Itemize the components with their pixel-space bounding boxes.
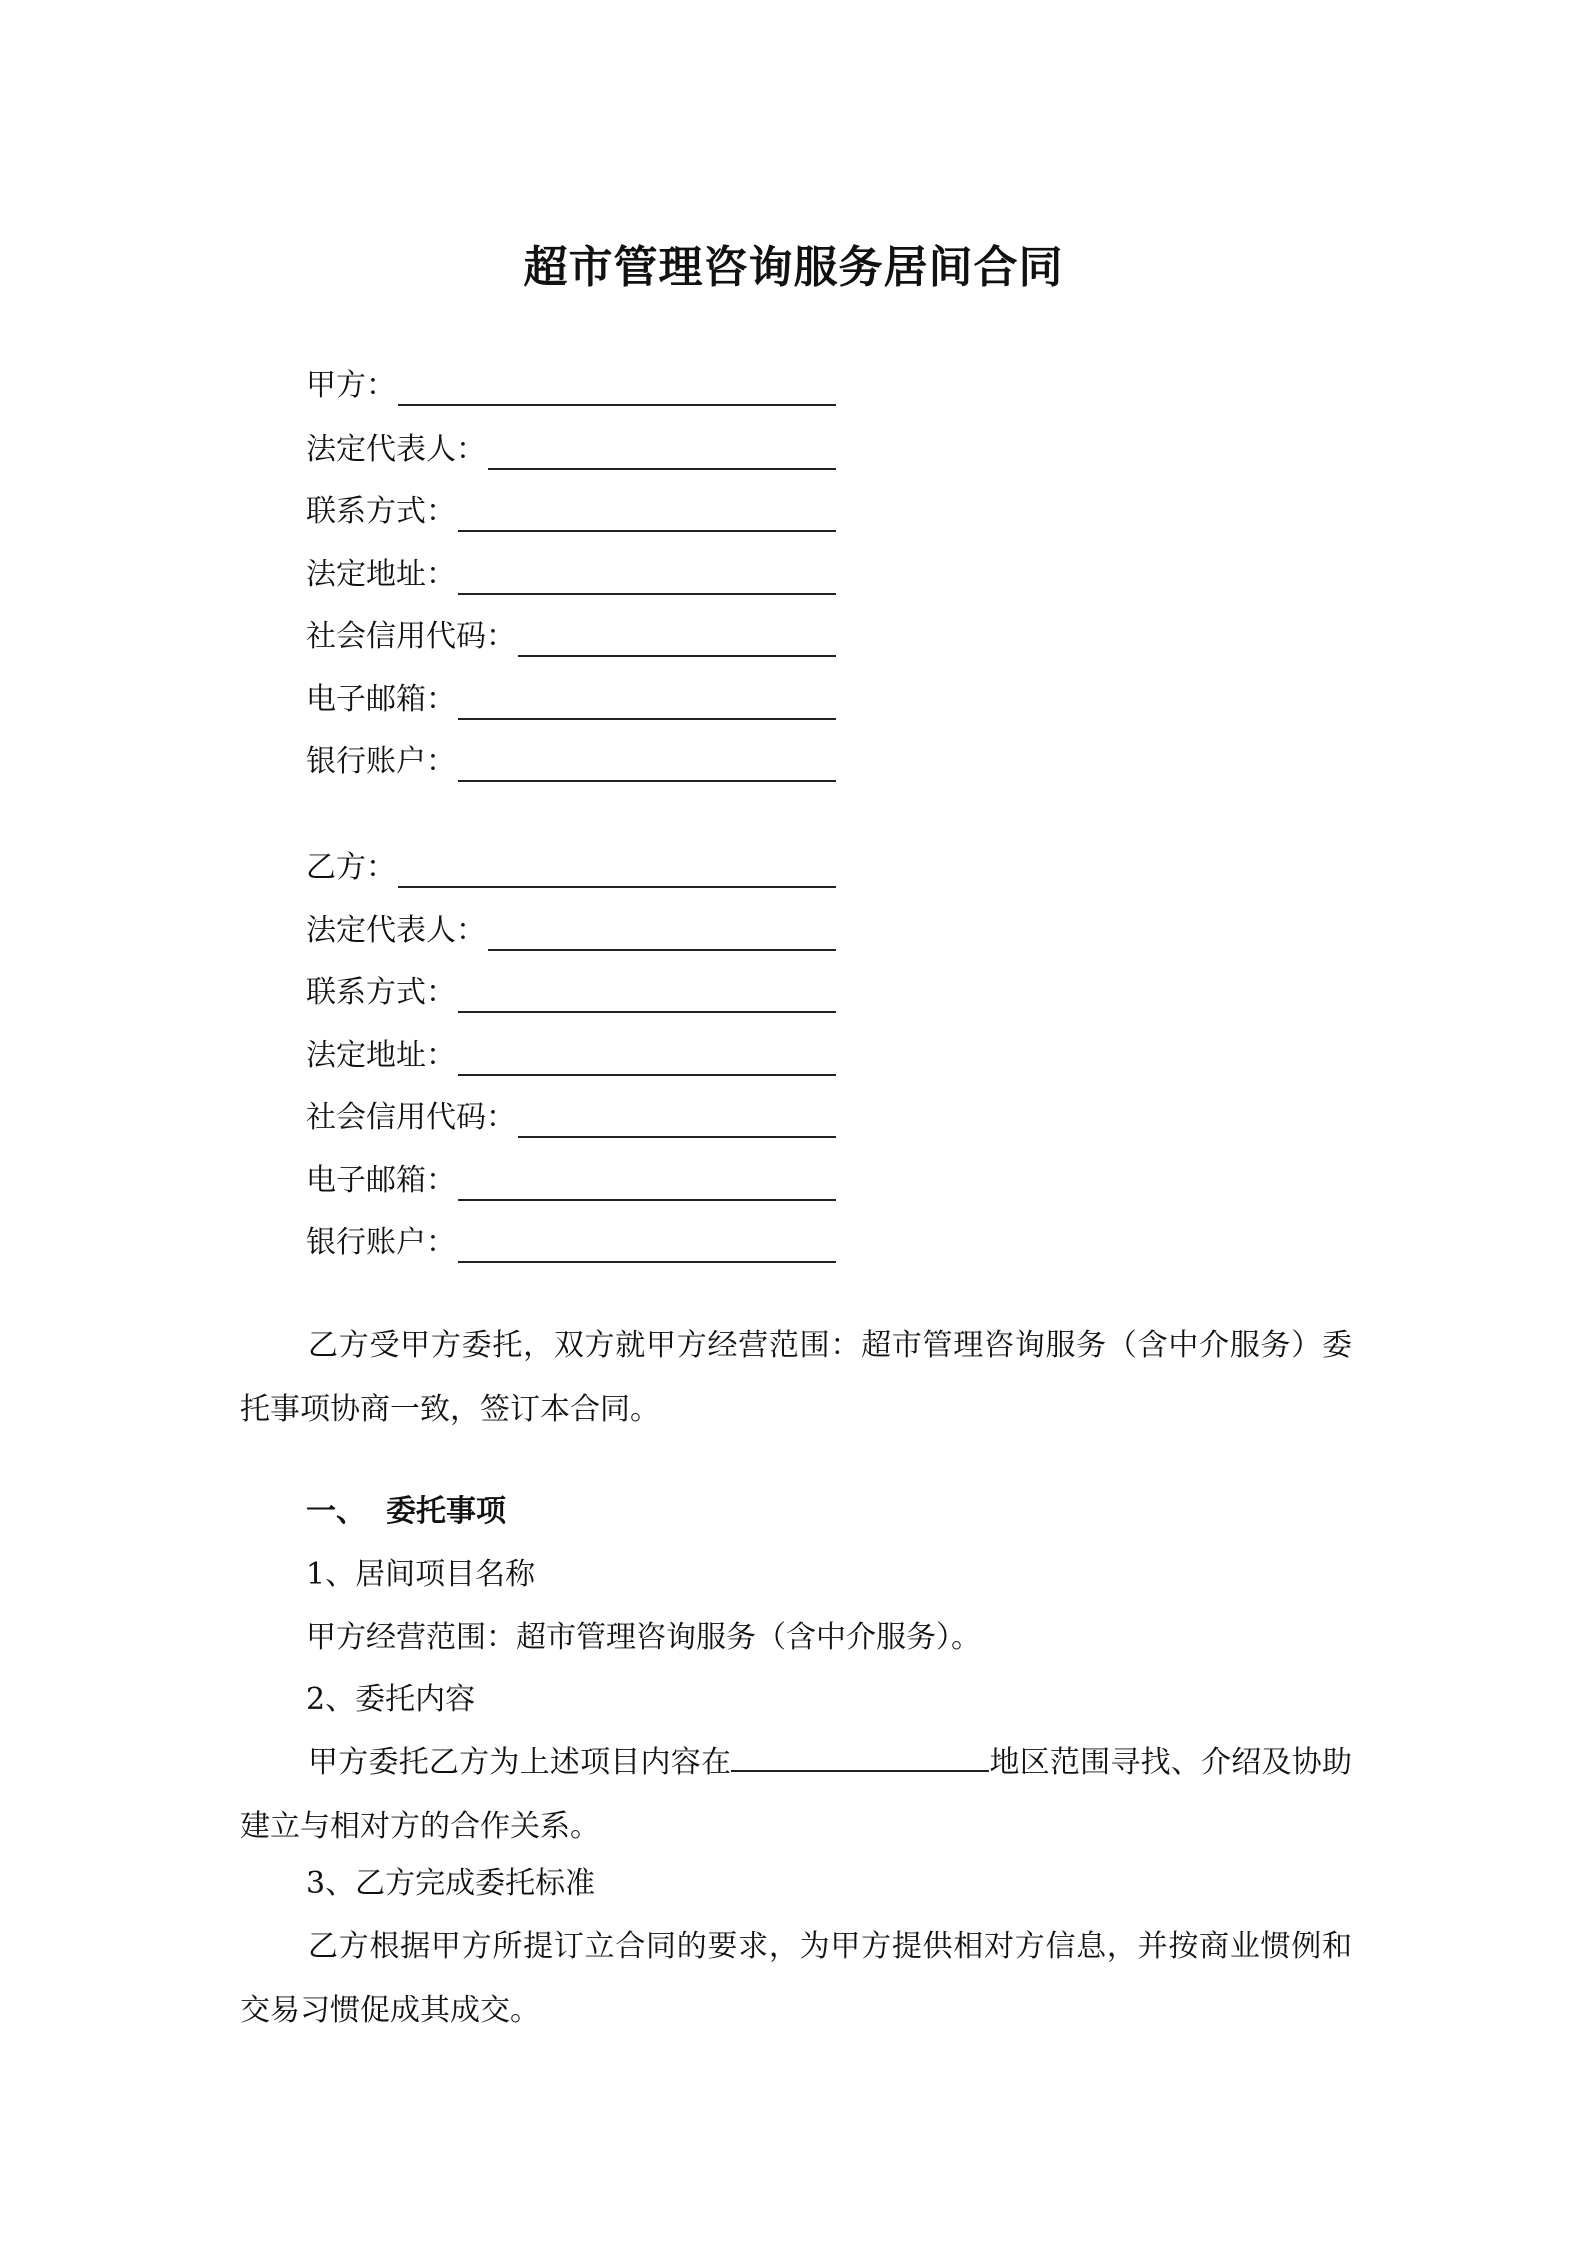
fill-in-line[interactable] [458, 1227, 836, 1263]
party-b-credit-code-field[interactable] [306, 1094, 836, 1138]
field-label: 社会信用代码： [306, 619, 516, 654]
item-2-body-before: 甲方委托乙方为上述项目内容在 [308, 1745, 732, 1780]
party-b-bank-account-field[interactable] [306, 1219, 836, 1263]
region-blank-line[interactable] [731, 1740, 989, 1772]
field-label: 银行账户： [306, 1225, 456, 1260]
field-label: 法定代表人： [306, 913, 486, 948]
section-title: 委托事项 [386, 1494, 506, 1529]
fill-in-line[interactable] [518, 1102, 836, 1138]
item-1-body: 甲方经营范围：超市管理咨询服务（含中介服务）。 [306, 1620, 981, 1655]
field-label: 法定代表人： [306, 432, 486, 467]
item-3-title: 3、乙方完成委托标准 [306, 1866, 596, 1901]
party-b-legal-rep-field[interactable] [306, 907, 836, 951]
party-b-address-field[interactable] [306, 1032, 836, 1076]
field-label: 银行账户： [306, 744, 456, 779]
section-number: 一、 [306, 1494, 366, 1529]
fill-in-line[interactable] [458, 496, 836, 532]
fill-in-line[interactable] [458, 1165, 836, 1201]
field-label: 法定地址： [306, 1038, 456, 1073]
party-b-name-field[interactable] [306, 844, 836, 888]
fill-in-line[interactable] [458, 977, 836, 1013]
party-b-contact-field[interactable] [306, 969, 836, 1013]
fill-in-line[interactable] [488, 915, 836, 951]
item-2-body [240, 1731, 1352, 1859]
field-label: 社会信用代码： [306, 1100, 516, 1135]
fill-in-line[interactable] [398, 852, 836, 888]
item-1-title: 1、居间项目名称 [306, 1557, 536, 1592]
item-2-body-after: 地区范围寻找、介绍及协助建立与相对方的合作关系。 [240, 1745, 1353, 1844]
field-label: 联系方式： [306, 494, 456, 529]
item-3-body: 乙方根据甲方所提订立合同的要求，为甲方提供相对方信息，并按商业惯例和交易习惯促成其成交。 [240, 1929, 1352, 2028]
party-a-name-field[interactable] [306, 362, 836, 406]
item-2-title: 2、委托内容 [306, 1682, 476, 1717]
party-b-email-field[interactable] [306, 1157, 836, 1201]
party-a-legal-rep-field[interactable] [306, 426, 836, 470]
intro-paragraph: 乙方受甲方委托，双方就甲方经营范围：超市管理咨询服务（含中介服务）委托事项协商一致，签订本合同。 [240, 1328, 1352, 1427]
fill-in-line[interactable] [458, 684, 836, 720]
fill-in-line[interactable] [518, 621, 836, 657]
fill-in-line[interactable] [458, 559, 836, 595]
fill-in-line[interactable] [458, 746, 836, 782]
section-heading [306, 1492, 506, 1532]
fill-in-line[interactable] [458, 1040, 836, 1076]
document-title: 超市管理咨询服务居间合同 [523, 242, 1064, 293]
field-label: 联系方式： [306, 975, 456, 1010]
field-label: 乙方： [306, 850, 396, 885]
party-a-bank-account-field[interactable] [306, 738, 836, 782]
party-a-contact-field[interactable] [306, 488, 836, 532]
field-label: 电子邮箱： [306, 682, 456, 717]
party-a-address-field[interactable] [306, 551, 836, 595]
fill-in-line[interactable] [488, 434, 836, 470]
party-a-email-field[interactable] [306, 676, 836, 720]
fill-in-line[interactable] [398, 370, 836, 406]
party-a-credit-code-field[interactable] [306, 613, 836, 657]
field-label: 甲方： [306, 368, 396, 403]
field-label: 电子邮箱： [306, 1163, 456, 1198]
field-label: 法定地址： [306, 557, 456, 592]
